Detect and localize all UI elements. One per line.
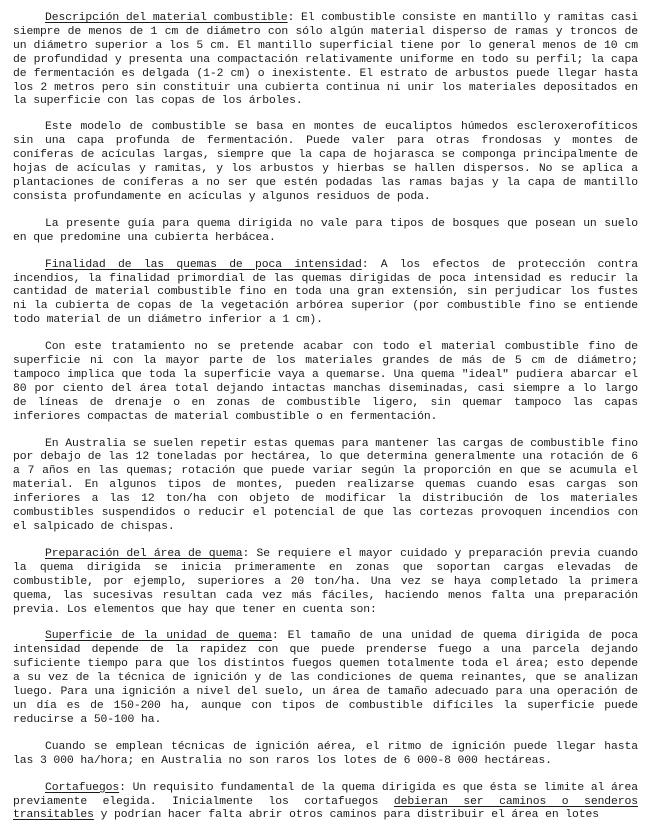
heading-descripcion: Descripción del material combustible	[45, 12, 288, 24]
heading-finalidad: Finalidad de las quemas de poca intensidad	[45, 258, 362, 271]
paragraph-preparacion	[13, 548, 638, 618]
body-superficie: : El tamaño de una unidad de quema dirigida de poca intensidad depende de la rapidez con que puede prenderse fuego a una parcela dejando suficiente tiempo para que los distintos fuegos quemen totalmente toda el área; esto depende a su vez de la técnica de ignición y de las condiciones de quema reinantes, que se analizan luego. Para una ignición a nivel del suelo, un área de tamaño adecuado para una operación de un día es de 150-200 ha, aunque con tipos de combustible difíciles la superficie puede reducirse a 50-100 ha.	[13, 630, 638, 726]
document-page	[13, 12, 638, 836]
heading-cortafuegos: Cortafuegos	[45, 781, 120, 794]
body-finalidad: : A los efectos de protección contra incendios, la finalidad primordial de las quemas dirigidas de poca intensidad es reducir la cantidad de material combustible fino en toda una gran extensión, sin perjudicar los fustes ni la cubierta de copas de la vegetación arbórea superior (por combustible fino se entiende todo material de un diámetro inferior a 1 cm).	[13, 258, 638, 327]
body-tratamiento: Con este tratamiento no se pretende acabar con todo el material combustible fino de superficie ni con la mayor parte de los materiales grandes de más de 5 cm de diámetro; tampoco implica que toda la superficie vaya a quemarse. Una quema "ideal" pudiera abarcar el 80 por ciento del área total dejando intactas manchas diseminadas, casi siempre a lo largo de líneas de drenaje o en zonas de combustible ligero, sin quemar tampoco las capas inferiores compactas de material combustible o en fermentación.	[13, 341, 638, 423]
heading-preparacion: Preparación del área de quema	[45, 547, 243, 560]
paragraph-descripcion	[13, 12, 638, 109]
paragraph-australia	[13, 438, 638, 535]
paragraph-tratamiento	[13, 341, 638, 424]
paragraph-cortafuegos	[13, 782, 638, 824]
body-preparacion: : Se requiere el mayor cuidado y preparación previa cuando la quema dirigida se inicia primeramente en zonas que soportan cargas elevadas de combustible, por ejemplo, superiores a 20 ton/ha. Una vez se haya completado la primera quema, las sucesivas resultan cada vez más fáciles, haciendo menos falta una preparación previa. Los elementos que hay que tener en cuenta son:	[13, 547, 638, 616]
body-cortafuegos-before: : Un requisito fundamental de la quema dirigida es que ésta se limite al área previamente elegida. Inicialmente los cortafuegos	[13, 781, 638, 808]
body-australia: En Australia se suelen repetir estas quemas para mantener las cargas de combustible fino por debajo de las 12 toneladas por hectárea, lo que determina generalmente una rotación de 6 a 7 años en las quemas; rotación que puede variar según la proporción en que se acumula el material. En algunos tipos de montes, pueden realizarse quemas cuando esas cargas son inferiores a las 12 ton/ha con objeto de modificar la distribución de los materiales combustibles suspendidos o reducir el potencial de que las cortezas provoquen incendios con el salpicado de chispas.	[13, 437, 638, 533]
heading-superficie: Superficie de la unidad de quema	[45, 630, 272, 643]
paragraph-ignicion-aerea	[13, 741, 638, 769]
body-descripcion: : El combustible consiste en mantillo y ramitas casi siempre de menos de 1 cm de diámetro con sólo algún material disperso de ramas y troncos de un diámetro superior a los 5 cm. El mantillo superficial tiene por lo general menos de 10 cm de profundidad y presenta una compactación relativamente uniforme en todo su perfil; la capa de fermentación es delgada (1-2 cm) o inexistente. El estrato de arbustos puede llegar hasta los 2 metros pero sin constituir una cubierta continua ni unir los materiales depositados en la superficie con las copas de los árboles.	[13, 12, 639, 108]
paragraph-superficie	[13, 630, 638, 727]
underlined-phrase: debieran ser caminos o senderos transitables	[13, 795, 638, 822]
body-cortafuegos-after: y podrían hacer falta abrir otros caminos para distribuir el área en lotes	[93, 809, 599, 822]
body-modelo: Este modelo de combustible se basa en montes de eucaliptos húmedos escleroxerofíticos sin una capa profunda de fermentación. Puede valer para otras frondosas y montes de coníferas de acículas largas, siempre que la capa de hojarasca se componga principalmente de hojas de acículas y ramitas, y los arbustos y hierbas se hallen dispersos. No se aplica a plantaciones de coníferas a no ser que estén podadas las ramas bajas y la capa de mantillo consista profundamente en acículas y algunos residuos de poda.	[13, 121, 638, 203]
paragraph-finalidad	[13, 259, 638, 329]
paragraph-modelo	[13, 121, 638, 204]
body-ignicion-aerea: Cuando se emplean técnicas de ignición aérea, el ritmo de ignición puede llegar hasta las 3 000 ha/hora; en Australia no son raros los lotes de 6 000-8 000 hectáreas.	[13, 740, 638, 767]
body-guia: La presente guía para quema dirigida no vale para tipos de bosques que posean un suelo en que predomine una cubierta herbácea.	[13, 217, 638, 244]
paragraph-guia	[13, 218, 638, 246]
